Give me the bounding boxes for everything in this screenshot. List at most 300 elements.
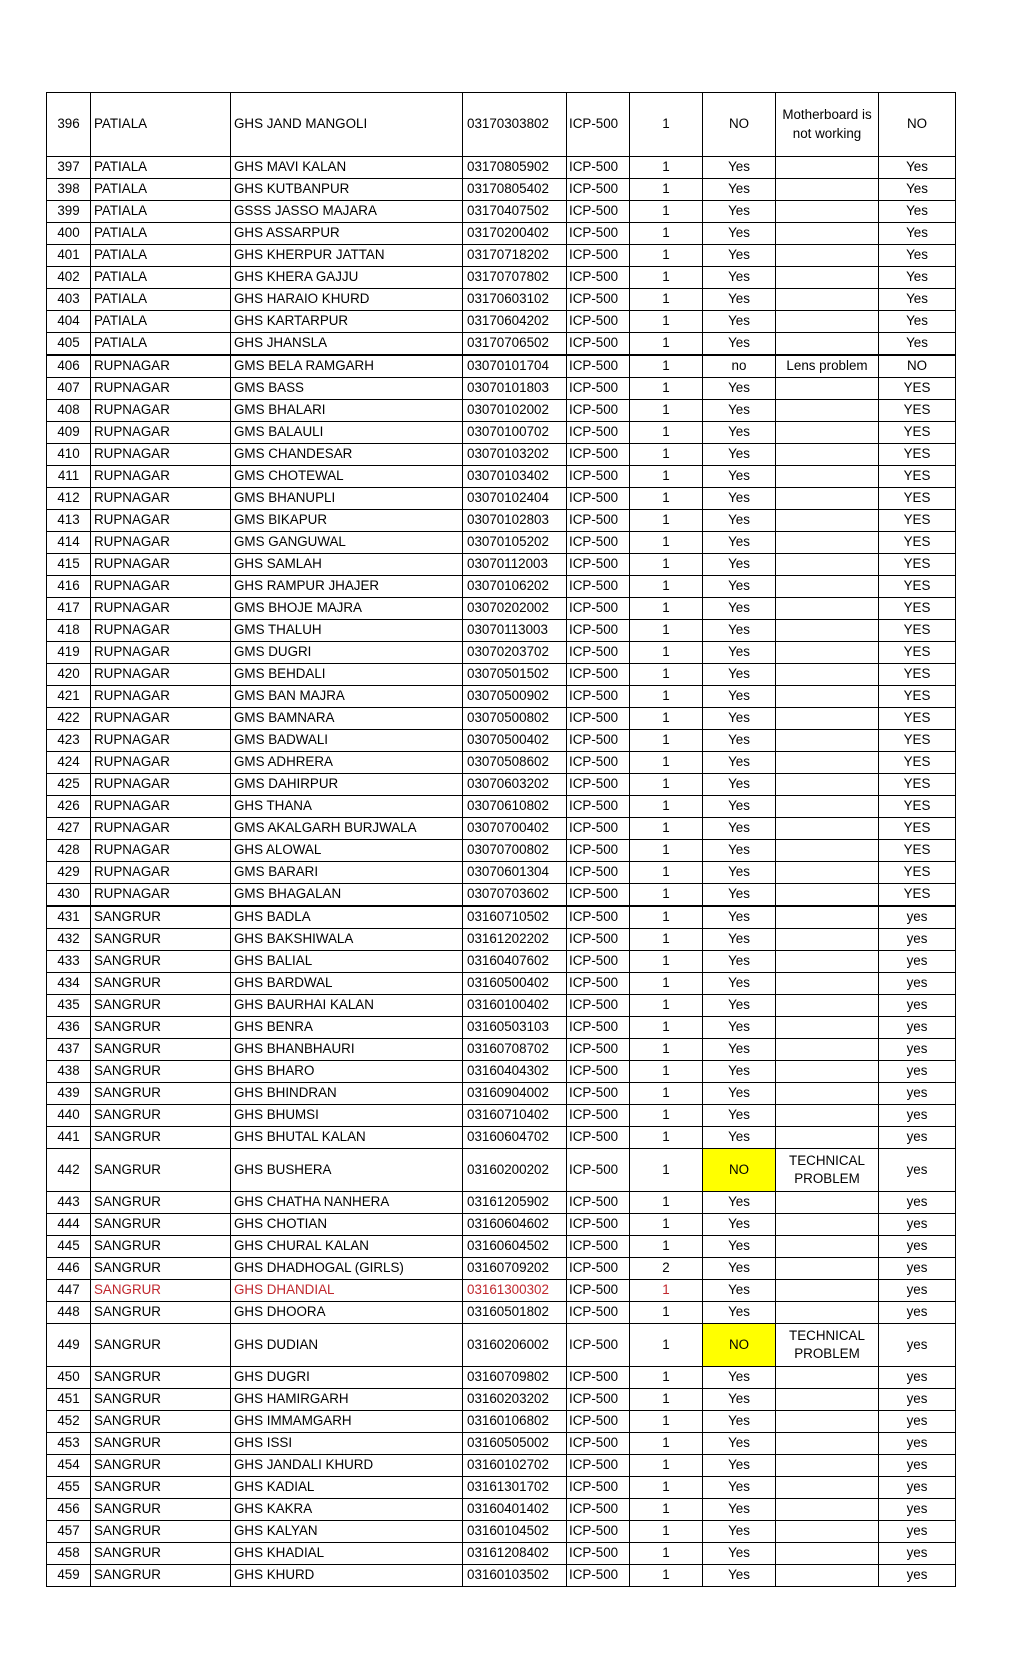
device-model-cell: ICP-500 [567, 906, 630, 929]
table-row [47, 598, 956, 620]
quantity-cell: 1 [630, 1302, 703, 1324]
working-status-cell: Yes [703, 400, 776, 422]
school-name-cell: GHS DHOORA [231, 1302, 463, 1324]
working-status-cell: Yes [703, 1433, 776, 1455]
remark-cell [776, 1258, 879, 1280]
quantity-cell: 1 [630, 796, 703, 818]
remark-cell [776, 510, 879, 532]
school-code-cell: 03170718202 [463, 245, 567, 267]
serial-number-cell: 458 [47, 1543, 91, 1565]
school-name-cell: GHS KHADIAL [231, 1543, 463, 1565]
final-status-cell: YES [879, 466, 956, 488]
final-status-cell: yes [879, 1433, 956, 1455]
school-name-cell: GHS BAURHAI KALAN [231, 995, 463, 1017]
remark-cell [776, 774, 879, 796]
remark-cell [776, 818, 879, 840]
serial-number-cell: 400 [47, 223, 91, 245]
serial-number-cell: 457 [47, 1521, 91, 1543]
remark-cell [776, 157, 879, 179]
final-status-cell: yes [879, 1565, 956, 1587]
final-status-cell: YES [879, 554, 956, 576]
school-code-cell: 03160709202 [463, 1258, 567, 1280]
school-code-cell: 03160104502 [463, 1521, 567, 1543]
final-status-cell: yes [879, 1017, 956, 1039]
working-status-cell: Yes [703, 554, 776, 576]
table-row [47, 245, 956, 267]
working-status-cell: Yes [703, 179, 776, 201]
quantity-cell: 1 [630, 1477, 703, 1499]
remark-cell [776, 554, 879, 576]
district-cell: SANGRUR [91, 1477, 231, 1499]
serial-number-cell: 399 [47, 201, 91, 223]
quantity-cell: 1 [630, 311, 703, 333]
district-cell: RUPNAGAR [91, 576, 231, 598]
final-status-cell: yes [879, 1127, 956, 1149]
district-cell: PATIALA [91, 245, 231, 267]
school-name-cell: GHS ISSI [231, 1433, 463, 1455]
final-status-cell: YES [879, 576, 956, 598]
remark-cell: Lens problem [776, 355, 879, 378]
final-status-cell: YES [879, 422, 956, 444]
table-row [47, 1455, 956, 1477]
working-status-cell: Yes [703, 730, 776, 752]
district-cell: SANGRUR [91, 951, 231, 973]
device-model-cell: ICP-500 [567, 1039, 630, 1061]
serial-number-cell: 423 [47, 730, 91, 752]
table-row [47, 1389, 956, 1411]
quantity-cell: 1 [630, 444, 703, 466]
final-status-cell: NO [879, 93, 956, 157]
working-status-cell: Yes [703, 973, 776, 995]
school-name-cell: GHS MAVI KALAN [231, 157, 463, 179]
remark-cell [776, 466, 879, 488]
final-status-cell: yes [879, 1105, 956, 1127]
school-name-cell: GHS KADIAL [231, 1477, 463, 1499]
school-code-cell: 03170200402 [463, 223, 567, 245]
working-status-cell: Yes [703, 488, 776, 510]
remark-cell [776, 333, 879, 356]
remark-cell [776, 884, 879, 907]
final-status-cell: yes [879, 1411, 956, 1433]
remark-cell [776, 1367, 879, 1389]
remark-cell [776, 664, 879, 686]
school-name-cell: GHS CHATHA NANHERA [231, 1192, 463, 1214]
school-name-cell: GHS KHERA GAJJU [231, 267, 463, 289]
final-status-cell: yes [879, 1389, 956, 1411]
final-status-cell: YES [879, 400, 956, 422]
serial-number-cell: 407 [47, 378, 91, 400]
serial-number-cell: 402 [47, 267, 91, 289]
school-name-cell: GHS JAND MANGOLI [231, 93, 463, 157]
final-status-cell: YES [879, 796, 956, 818]
school-code-cell: 03070102002 [463, 400, 567, 422]
quantity-cell: 1 [630, 1149, 703, 1192]
quantity-cell: 1 [630, 1411, 703, 1433]
quantity-cell: 1 [630, 333, 703, 356]
remark-cell [776, 686, 879, 708]
serial-number-cell: 459 [47, 1565, 91, 1587]
quantity-cell: 1 [630, 1061, 703, 1083]
device-model-cell: ICP-500 [567, 620, 630, 642]
working-status-cell: Yes [703, 378, 776, 400]
table-row [47, 93, 956, 157]
remark-cell [776, 201, 879, 223]
quantity-cell: 1 [630, 929, 703, 951]
district-cell: RUPNAGAR [91, 752, 231, 774]
device-model-cell: ICP-500 [567, 1433, 630, 1455]
school-code-cell: 03170706502 [463, 333, 567, 356]
working-status-cell: Yes [703, 576, 776, 598]
school-name-cell: GSSS JASSO MAJARA [231, 201, 463, 223]
table-row [47, 995, 956, 1017]
district-cell: RUPNAGAR [91, 642, 231, 664]
device-model-cell: ICP-500 [567, 378, 630, 400]
school-name-cell: GMS CHOTEWAL [231, 466, 463, 488]
remark-cell [776, 1017, 879, 1039]
school-name-cell: GMS BEHDALI [231, 664, 463, 686]
district-cell: PATIALA [91, 267, 231, 289]
table-row [47, 157, 956, 179]
working-status-cell: Yes [703, 333, 776, 356]
working-status-cell: Yes [703, 267, 776, 289]
device-model-cell: ICP-500 [567, 1302, 630, 1324]
working-status-cell: Yes [703, 1521, 776, 1543]
district-cell: PATIALA [91, 311, 231, 333]
serial-number-cell: 405 [47, 333, 91, 356]
working-status-cell: Yes [703, 995, 776, 1017]
device-model-cell: ICP-500 [567, 1455, 630, 1477]
quantity-cell: 1 [630, 1543, 703, 1565]
device-model-cell: ICP-500 [567, 422, 630, 444]
final-status-cell: yes [879, 1214, 956, 1236]
serial-number-cell: 434 [47, 973, 91, 995]
district-cell: SANGRUR [91, 1258, 231, 1280]
school-name-cell: GMS BHALARI [231, 400, 463, 422]
table-row [47, 1521, 956, 1543]
final-status-cell: YES [879, 730, 956, 752]
working-status-cell: Yes [703, 840, 776, 862]
school-code-cell: 03170805902 [463, 157, 567, 179]
working-status-cell: Yes [703, 1017, 776, 1039]
quantity-cell: 1 [630, 818, 703, 840]
school-name-cell: GMS BALAULI [231, 422, 463, 444]
district-cell: SANGRUR [91, 1105, 231, 1127]
table-row [47, 1499, 956, 1521]
school-name-cell: GHS SAMLAH [231, 554, 463, 576]
serial-number-cell: 454 [47, 1455, 91, 1477]
quantity-cell: 1 [630, 1017, 703, 1039]
district-cell: RUPNAGAR [91, 686, 231, 708]
final-status-cell: Yes [879, 223, 956, 245]
district-cell: SANGRUR [91, 1455, 231, 1477]
serial-number-cell: 429 [47, 862, 91, 884]
working-status-cell: Yes [703, 818, 776, 840]
device-model-cell: ICP-500 [567, 488, 630, 510]
school-code-cell: 03160710402 [463, 1105, 567, 1127]
district-cell: SANGRUR [91, 1214, 231, 1236]
school-code-cell: 03070106202 [463, 576, 567, 598]
serial-number-cell: 438 [47, 1061, 91, 1083]
device-model-cell: ICP-500 [567, 1521, 630, 1543]
remark-cell [776, 444, 879, 466]
final-status-cell: yes [879, 1521, 956, 1543]
school-name-cell: GHS BADLA [231, 906, 463, 929]
remark-cell [776, 223, 879, 245]
serial-number-cell: 404 [47, 311, 91, 333]
school-code-cell: 03070610802 [463, 796, 567, 818]
school-name-cell: GHS BHINDRAN [231, 1083, 463, 1105]
final-status-cell: YES [879, 752, 956, 774]
final-status-cell: YES [879, 378, 956, 400]
remark-cell [776, 1455, 879, 1477]
device-model-cell: ICP-500 [567, 532, 630, 554]
district-cell: RUPNAGAR [91, 378, 231, 400]
school-code-cell: 03160604502 [463, 1236, 567, 1258]
device-model-cell: ICP-500 [567, 554, 630, 576]
final-status-cell: yes [879, 1477, 956, 1499]
serial-number-cell: 411 [47, 466, 91, 488]
table-row [47, 884, 956, 907]
school-code-cell: 03160404302 [463, 1061, 567, 1083]
serial-number-cell: 401 [47, 245, 91, 267]
school-code-cell: 03160604702 [463, 1127, 567, 1149]
remark-cell: TECHNICAL PROBLEM [776, 1149, 879, 1192]
quantity-cell: 1 [630, 422, 703, 444]
remark-cell [776, 973, 879, 995]
working-status-cell: Yes [703, 664, 776, 686]
district-cell: SANGRUR [91, 1192, 231, 1214]
quantity-cell: 1 [630, 157, 703, 179]
school-code-cell: 03160503103 [463, 1017, 567, 1039]
serial-number-cell: 398 [47, 179, 91, 201]
quantity-cell: 1 [630, 1280, 703, 1302]
device-model-cell: ICP-500 [567, 400, 630, 422]
school-code-cell: 03070500902 [463, 686, 567, 708]
quantity-cell: 1 [630, 686, 703, 708]
school-code-cell: 03070601304 [463, 862, 567, 884]
school-name-cell: GHS ALOWAL [231, 840, 463, 862]
school-name-cell: GHS BARDWAL [231, 973, 463, 995]
quantity-cell: 1 [630, 576, 703, 598]
device-model-cell: ICP-500 [567, 1061, 630, 1083]
serial-number-cell: 422 [47, 708, 91, 730]
serial-number-cell: 436 [47, 1017, 91, 1039]
serial-number-cell: 450 [47, 1367, 91, 1389]
school-name-cell: GHS DHANDIAL [231, 1280, 463, 1302]
school-name-cell: GHS DUGRI [231, 1367, 463, 1389]
table-row [47, 1411, 956, 1433]
working-status-cell: Yes [703, 686, 776, 708]
quantity-cell: 1 [630, 1521, 703, 1543]
device-model-cell: ICP-500 [567, 466, 630, 488]
remark-cell [776, 576, 879, 598]
table-row [47, 642, 956, 664]
final-status-cell: YES [879, 708, 956, 730]
working-status-cell: Yes [703, 1411, 776, 1433]
final-status-cell: YES [879, 532, 956, 554]
remark-cell [776, 1302, 879, 1324]
remark-cell [776, 1389, 879, 1411]
serial-number-cell: 427 [47, 818, 91, 840]
school-name-cell: GMS BAMNARA [231, 708, 463, 730]
working-status-cell: Yes [703, 422, 776, 444]
district-cell: SANGRUR [91, 1236, 231, 1258]
table-row [47, 752, 956, 774]
school-code-cell: 03070112003 [463, 554, 567, 576]
school-code-cell: 03160500402 [463, 973, 567, 995]
district-cell: PATIALA [91, 179, 231, 201]
district-cell: RUPNAGAR [91, 466, 231, 488]
device-model-cell: ICP-500 [567, 1083, 630, 1105]
district-cell: SANGRUR [91, 1324, 231, 1367]
working-status-cell: Yes [703, 774, 776, 796]
school-code-cell: 03161208402 [463, 1543, 567, 1565]
final-status-cell: YES [879, 598, 956, 620]
table-row [47, 444, 956, 466]
working-status-cell: Yes [703, 245, 776, 267]
final-status-cell: yes [879, 929, 956, 951]
working-status-cell: Yes [703, 510, 776, 532]
remark-cell [776, 598, 879, 620]
remark-cell [776, 1411, 879, 1433]
serial-number-cell: 409 [47, 422, 91, 444]
final-status-cell: yes [879, 1083, 956, 1105]
remark-cell [776, 1236, 879, 1258]
serial-number-cell: 412 [47, 488, 91, 510]
device-model-cell: ICP-500 [567, 730, 630, 752]
school-name-cell: GHS THANA [231, 796, 463, 818]
school-code-cell: 03070105202 [463, 532, 567, 554]
school-code-cell: 03170805402 [463, 179, 567, 201]
school-code-cell: 03160708702 [463, 1039, 567, 1061]
district-cell: RUPNAGAR [91, 532, 231, 554]
table-row [47, 862, 956, 884]
device-model-cell: ICP-500 [567, 1411, 630, 1433]
quantity-cell: 1 [630, 730, 703, 752]
school-code-cell: 03070500402 [463, 730, 567, 752]
school-code-cell: 03170303802 [463, 93, 567, 157]
final-status-cell: yes [879, 1455, 956, 1477]
school-code-cell: 03070703602 [463, 884, 567, 907]
district-cell: SANGRUR [91, 973, 231, 995]
school-name-cell: GHS HARAIO KHURD [231, 289, 463, 311]
district-cell: RUPNAGAR [91, 796, 231, 818]
working-status-cell: Yes [703, 598, 776, 620]
quantity-cell: 1 [630, 532, 703, 554]
school-name-cell: GHS KHERPUR JATTAN [231, 245, 463, 267]
table-row [47, 1302, 956, 1324]
remark-cell [776, 1192, 879, 1214]
table-row [47, 818, 956, 840]
device-model-cell: ICP-500 [567, 1477, 630, 1499]
final-status-cell: yes [879, 1280, 956, 1302]
school-name-cell: GHS JANDALI KHURD [231, 1455, 463, 1477]
remark-cell [776, 862, 879, 884]
serial-number-cell: 419 [47, 642, 91, 664]
school-code-cell: 03070103402 [463, 466, 567, 488]
remark-cell [776, 1127, 879, 1149]
device-model-cell: ICP-500 [567, 686, 630, 708]
quantity-cell: 2 [630, 1258, 703, 1280]
serial-number-cell: 439 [47, 1083, 91, 1105]
table-row [47, 620, 956, 642]
table-row [47, 1433, 956, 1455]
final-status-cell: Yes [879, 333, 956, 356]
serial-number-cell: 455 [47, 1477, 91, 1499]
device-model-cell: ICP-500 [567, 708, 630, 730]
school-name-cell: GHS BHARO [231, 1061, 463, 1083]
working-status-cell: Yes [703, 642, 776, 664]
table-row [47, 840, 956, 862]
quantity-cell: 1 [630, 973, 703, 995]
district-cell: PATIALA [91, 333, 231, 356]
quantity-cell: 1 [630, 554, 703, 576]
quantity-cell: 1 [630, 598, 703, 620]
table-row [47, 1149, 956, 1192]
district-cell: PATIALA [91, 93, 231, 157]
table-row [47, 267, 956, 289]
district-cell: RUPNAGAR [91, 862, 231, 884]
district-cell: RUPNAGAR [91, 730, 231, 752]
final-status-cell: Yes [879, 157, 956, 179]
school-name-cell: GHS RAMPUR JHAJER [231, 576, 463, 598]
device-model-cell: ICP-500 [567, 1192, 630, 1214]
serial-number-cell: 424 [47, 752, 91, 774]
school-code-cell: 03070500802 [463, 708, 567, 730]
district-cell: SANGRUR [91, 1083, 231, 1105]
quantity-cell: 1 [630, 1324, 703, 1367]
final-status-cell: yes [879, 973, 956, 995]
school-code-cell: 03070700402 [463, 818, 567, 840]
school-name-cell: GHS BALIAL [231, 951, 463, 973]
quantity-cell: 1 [630, 93, 703, 157]
final-status-cell: YES [879, 620, 956, 642]
device-model-cell: ICP-500 [567, 995, 630, 1017]
device-model-cell: ICP-500 [567, 1236, 630, 1258]
serial-number-cell: 418 [47, 620, 91, 642]
district-cell: SANGRUR [91, 906, 231, 929]
quantity-cell: 1 [630, 1105, 703, 1127]
final-status-cell: yes [879, 1543, 956, 1565]
serial-number-cell: 426 [47, 796, 91, 818]
table-row [47, 929, 956, 951]
remark-cell [776, 752, 879, 774]
district-cell: SANGRUR [91, 929, 231, 951]
working-status-cell: Yes [703, 906, 776, 929]
final-status-cell: yes [879, 1236, 956, 1258]
remark-cell [776, 1499, 879, 1521]
school-name-cell: GHS KALYAN [231, 1521, 463, 1543]
device-model-cell: ICP-500 [567, 796, 630, 818]
quantity-cell: 1 [630, 378, 703, 400]
serial-number-cell: 417 [47, 598, 91, 620]
quantity-cell: 1 [630, 267, 703, 289]
quantity-cell: 1 [630, 884, 703, 907]
district-cell: RUPNAGAR [91, 400, 231, 422]
working-status-cell: Yes [703, 1302, 776, 1324]
serial-number-cell: 428 [47, 840, 91, 862]
final-status-cell: YES [879, 840, 956, 862]
quantity-cell: 1 [630, 642, 703, 664]
serial-number-cell: 421 [47, 686, 91, 708]
serial-number-cell: 432 [47, 929, 91, 951]
school-name-cell: GHS KAKRA [231, 1499, 463, 1521]
school-equipment-table [46, 92, 956, 1587]
quantity-cell: 1 [630, 1367, 703, 1389]
serial-number-cell: 433 [47, 951, 91, 973]
device-model-cell: ICP-500 [567, 1324, 630, 1367]
serial-number-cell: 452 [47, 1411, 91, 1433]
